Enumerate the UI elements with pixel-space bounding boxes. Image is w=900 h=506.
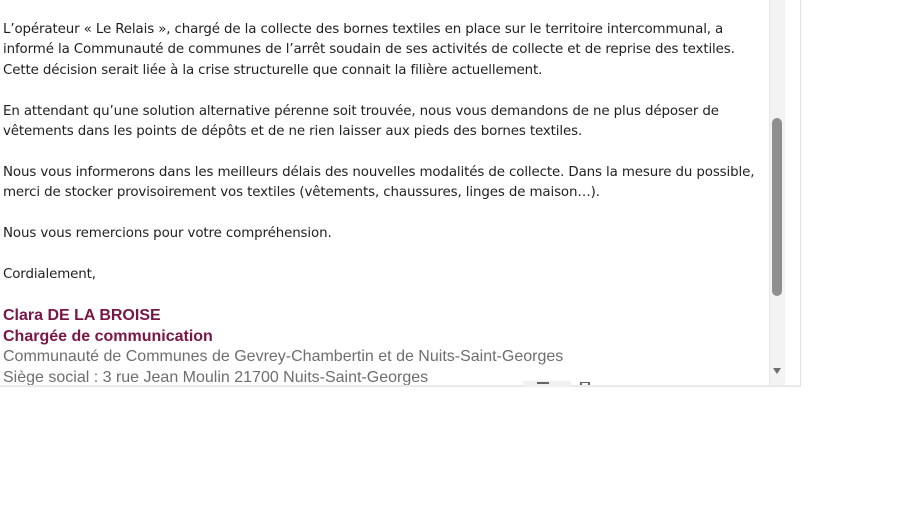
- pane-bottom-divider: [0, 386, 801, 387]
- message-paragraph-1: L’opérateur « Le Relais », chargé de la collecte des bornes textiles en place sur le territoire intercommunal, a informé la Communauté de communes de l’arrêt soudain de ses activités de collecte et de reprise des textiles. Cette décision serait liée à la crise structurelle que connait la filière actuellement.: [3, 22, 735, 78]
- vertical-scrollbar-thumb[interactable]: [772, 118, 782, 296]
- message-paragraph-2: En attendant qu’une solution alternative pérenne soit trouvée, nous vous demandons de ne plus déposer de vêtements dans les points de dépôts et de ne rien laisser aux pieds des bornes textiles.: [3, 103, 719, 140]
- message-paragraph-5: Cordialement,: [3, 266, 96, 282]
- grid-icon[interactable]: [536, 381, 550, 385]
- signature-organization: Communauté de Communes de Gevrey-Chambertin et de Nuits-Saint-Georges: [3, 348, 564, 365]
- message-paragraph-3: Nous vous informerons dans les meilleurs délais des nouvelles modalités de collecte. Dans la mesure du possible, merci de stocker provisoirement vos textiles (vêtements, chaussures, linges de maison…).: [3, 164, 755, 201]
- signature-role: Chargée de communication: [3, 327, 213, 345]
- email-signature: [3, 306, 763, 386]
- signature-name: Clara DE LA BROISE: [3, 307, 161, 324]
- signature-address: Siège social : 3 rue Jean Moulin 21700 Nuits-Saint-Georges: [3, 368, 429, 386]
- bookmark-icon[interactable]: [578, 381, 592, 385]
- message-paragraph-4: Nous vous remercions pour votre compréhension.: [3, 226, 332, 242]
- triangle-down-icon[interactable]: [770, 364, 784, 378]
- message-body: [3, 20, 765, 306]
